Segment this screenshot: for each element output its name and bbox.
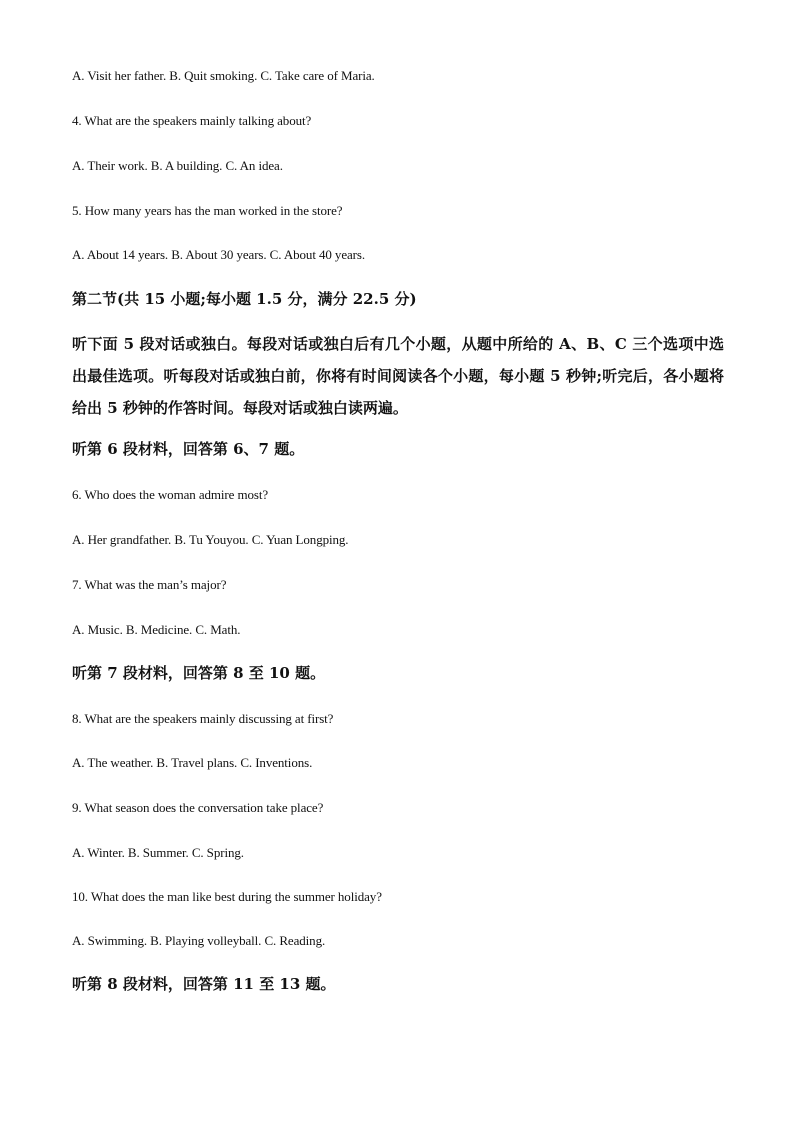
q10-options: A. Swimming. B. Playing volleyball. C. Reading.: [72, 933, 326, 948]
q7-options: A. Music. B. Medicine. C. Math.: [72, 622, 241, 637]
section2-heading: 第二节(共 15 小题;每小题 1.5 分，满分 22.5 分): [72, 290, 417, 308]
material7-heading: 听第 7 段材料，回答第 8 至 10 题。: [72, 664, 326, 682]
material8-heading: 听第 8 段材料，回答第 11 至 13 题。: [72, 975, 336, 993]
q6-question: 6. Who does the woman admire most?: [72, 487, 269, 502]
section2-instructions: 听下面 5 段对话或独白。每段对话或独白后有几个小题，从题中所给的 A、B、C 三个选项中选出最佳选项。听每段对话或独白前，你将有时间阅读各个小题，每小题 5 秒钟;听完后，各小题将给出 5 秒钟的作答时间。每段对话或独白读两遍。: [72, 335, 724, 417]
q5-question: 5. How many years has the man worked in the store?: [72, 203, 343, 218]
q10-question: 10. What does the man like best during the summer holiday?: [72, 889, 382, 904]
material6-heading: 听第 6 段材料，回答第 6、7 题。: [72, 440, 305, 458]
q7-question: 7. What was the man’s major?: [72, 577, 227, 592]
q4-options: A. Their work. B. A building. C. An idea.: [72, 158, 283, 173]
q8-question: 8. What are the speakers mainly discussing at first?: [72, 711, 334, 726]
q4-question: 4. What are the speakers mainly talking about?: [72, 113, 312, 128]
q6-options: A. Her grandfather. B. Tu Youyou. C. Yuan Longping.: [72, 532, 349, 547]
q3-options: A. Visit her father. B. Quit smoking. C. Take care of Maria.: [72, 68, 375, 83]
q5-options: A. About 14 years. B. About 30 years. C. About 40 years.: [72, 247, 366, 262]
q9-options: A. Winter. B. Summer. C. Spring.: [72, 845, 244, 860]
q9-question: 9. What season does the conversation take place?: [72, 800, 324, 815]
q8-options: A. The weather. B. Travel plans. C. Inventions.: [72, 755, 313, 770]
